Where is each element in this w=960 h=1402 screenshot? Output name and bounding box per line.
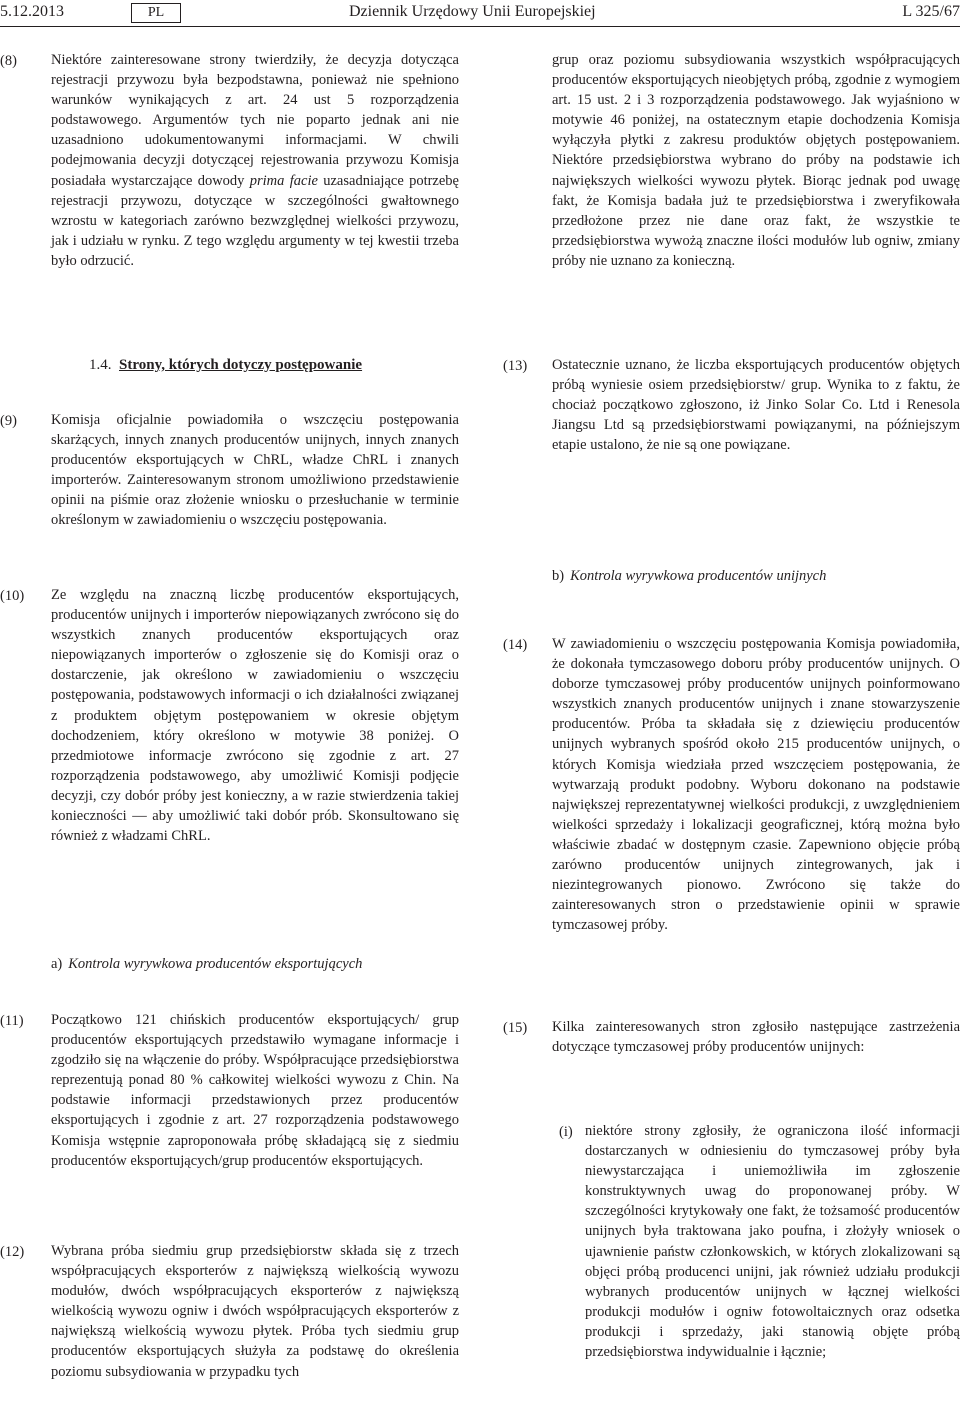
recital-number: (10) [0,588,25,604]
language-code-box: PL [131,3,181,23]
page-reference: L 325/67 [902,3,960,20]
recital-number: (11) [0,1013,24,1029]
section-heading-1-4 [89,357,362,374]
subsection-label: a) [51,956,63,972]
recital-number: (9) [0,413,17,429]
publication-date: 5.12.2013 [0,3,64,20]
section-title: Strony, których dotyczy postępowanie [119,357,363,373]
recital-text: W zawiadomieniu o wszczęciu postępowania Komisja powiadomiła, że dokonała tymczasowego doboru próby producentów unijnych. O doborze tymczasowej próby producentów unijnych poinformowano wszystkich znanych producentów unijnych i znane stowarzyszenie producentów. Próba ta składała się z dziewięciu producentów unijnych wybranych spośród około 215 producentów unijnych, o których Komisja wiedziała przed wszczęciem postępowania, że wytwarzają produkt podobny. Wyboru dokonano na podstawie największej reprezentatywnej wielkości produkcji, z uwzględnieniem wielkości sprzedaży i lokalizacji geograficznej, którą można było właściwie zbadać w dostępnym czasie. Zapewniono objęcie próbą zarówno producentów unijnych zintegrowanych, jak i niezintegrowanych pionowo. Zwrócono się także do zainteresowanych stron o przedstawienie opinii w sprawie tymczasowej próby. [552,636,960,934]
recital-text: Komisja oficjalnie powiadomiła o wszczęciu postępowania skarżących, innych znanych producentów unijnych, innych znanych producentów eksportujących w ChRL, władze ChRL i znanych importerów. Zainteresowanym stronom umożliwiono przedstawienie opinii na piśmie oraz złożenie wniosku o przesłuchanie w terminie określonym w zawiadomieniu o wszczęciu postępowania. [51,412,459,529]
recital-number: (8) [0,53,17,69]
recital-number: (14) [503,637,528,653]
recital-text: Ze względu na znaczną liczbę producentów eksportujących, producentów unijnych i importerów niepowiązanych zwrócono się do wszystkich znanych producentów eksportujących oraz niepowiązanych importerów o zgłoszenie się do Komisji oraz o dostarczenie, jak określono w zawiadomieniu o wszczęciu postępowania, podstawowych informacji o ich działalności związanej z produktem objętym postępowaniem w okresie objętym dochodzeniem, który określono w motywie 38 poniżej. O przedmiotowe informacje zwrócono się zgodnie z art. 27 rozporządzenia podstawowego, aby umożliwić Komisji podjęcie decyzji, czy dobór próby jest konieczny, a w razie stwierdzenia takiej konieczności — aby umożliwić taki dobór prób. Skonsultowano się również z władzami ChRL. [51,587,459,845]
page-header [0,0,960,26]
recital-text: grup oraz poziomu subsydiowania wszystkich współpracujących producentów eksportujących nieobjętych próbą, zgodnie z wymogiem art. 15 ust. 2 i 3 rozporządzenia podstawowego. Jak wyjaśniono w motywie 46 poniżej, na ostatecznym etapie dochodzenia Komisja wyłączyła płytki z zakresu produktów objętych postępowaniem. Niektóre przedsiębiorstwa wybrano do próby na podstawie ich największych wielkości wywozu płytek. Biorąc jednak pod uwagę fakt, że Komisja badała już te przedsiębiorstwa i zweryfikowała przedłożone przez nie dane oraz fakt, że wszystkie te przedsiębiorstwa wywożą znaczne ilości modułów lub ogniw, zmiany próby nie uznano za konieczną. [552,52,960,269]
recital-text: Wybrana próba siedmiu grup przedsiębiorstw składa się z trzech współpracujących eksporterów z największą wielkością wywozu modułów, dwóch współpracujących eksporterów z największą wielkością wywozu ogniw i dwóch współpracujących eksporterów z największą wielkością wywozu płytek. Próba tych siedmiu grup producentów eksportujących służyła za podstawę do określenia poziomu subsydiowania w przypadku tych [51,1243,459,1380]
subsection-title: Kontrola wyrywkowa producentów unijnych [570,568,827,584]
subsection-b-heading [552,566,826,586]
journal-title: Dziennik Urzędowy Unii Europejskiej [349,3,596,20]
recital-text [51,50,459,271]
list-item-label: (i) [559,1124,573,1140]
section-number: 1.4. [89,357,112,373]
recital-text-part: Niektóre zainteresowane strony twierdziły, że decyzja dotycząca rejestracji przywozu była bezpodstawna, ponieważ nie spełniono warunków wynikających z art. 24 ust 5 rozporządzenia podstawowego. Argumentów tych nie poparto jednak ani nie uzasadniono udokumentowanymi informacjami. W chwili podejmowania decyzji dotyczącej rejestrowania przywozu Komisja posiadała wystarczające dowody [51,52,459,189]
recital-text-part: uzasadniające potrzebę rejestracji przywozu, dotyczące w szczególności gwałtownego wzrostu w kategoriach zarówno bezwzględnej wielkości przywozu, jak i udziału w rynku. Z tego względu argumenty w tej kwestii trzeba było odrzucić. [51,172,459,269]
recital-text: Ostatecznie uznano, że liczba eksportujących producentów objętych próbą wyniesie osiem przedsiębiorstw/ grup. Wynika to z faktu, że chociaż początkowo zgłoszono, iż Jinko Solar Co. Ltd i Renesola Jiangsu Ltd są przedsiębiorstwami powiązanymi, na późniejszym etapie ustalono, że nie są one powiązane. [552,357,960,454]
header-rule [0,26,960,27]
subsection-title: Kontrola wyrywkowa producentów eksportujących [68,956,363,972]
recital-text: Początkowo 121 chińskich producentów eksportujących/ grup producentów eksportujących przedstawiło wymagane informacje i zgodziło się na włączenie do próby. Współpracujące przedsiębiorstwa reprezentują ponad 80 % całkowitej wielkości wywozu z Chin. Na podstawie informacji przedstawionych przez producentów eksportujących i zgodnie z art. 27 rozporządzenia podstawowego Komisja wstępnie zaproponowała próbę składającą się z siedmiu producentów eksportujących/grup producentów eksportujących. [51,1012,459,1169]
recital-text: Kilka zainteresowanych stron zgłosiło następujące zastrzeżenia dotyczące tymczasowej próby producentów unijnych: [552,1019,960,1056]
subsection-a-heading [51,954,362,974]
recital-number: (12) [0,1244,25,1260]
latin-phrase: prima facie [249,172,318,189]
recital-number: (15) [503,1020,528,1036]
recital-number: (13) [503,358,528,374]
list-item-text: niektóre strony zgłosiły, że ograniczona ilość informacji dostarczanych w odniesieniu do tymczasowej próby była niewystarczająca i uniemożliwiła im zgłoszenie konstruktywnych uwag do proponowanej próby. W szczególności krytykowały one fakt, że tożsamość producentów unijnych była traktowana jako poufna, i złożyły wniosek o ujawnienie państw członkowskich, w których zlokalizowani są objęci próbą producenci unijni, jak również udziału produkcji wybranych producentów unijnych w łącznej wielkości produkcji modułów i ogniw fotowoltaicznych oraz odsetka produkcji i sprzedaży, jaki stanowią objęte próbą przedsiębiorstwa indywidualnie i łącznie; [585,1123,960,1361]
subsection-label: b) [552,568,565,584]
